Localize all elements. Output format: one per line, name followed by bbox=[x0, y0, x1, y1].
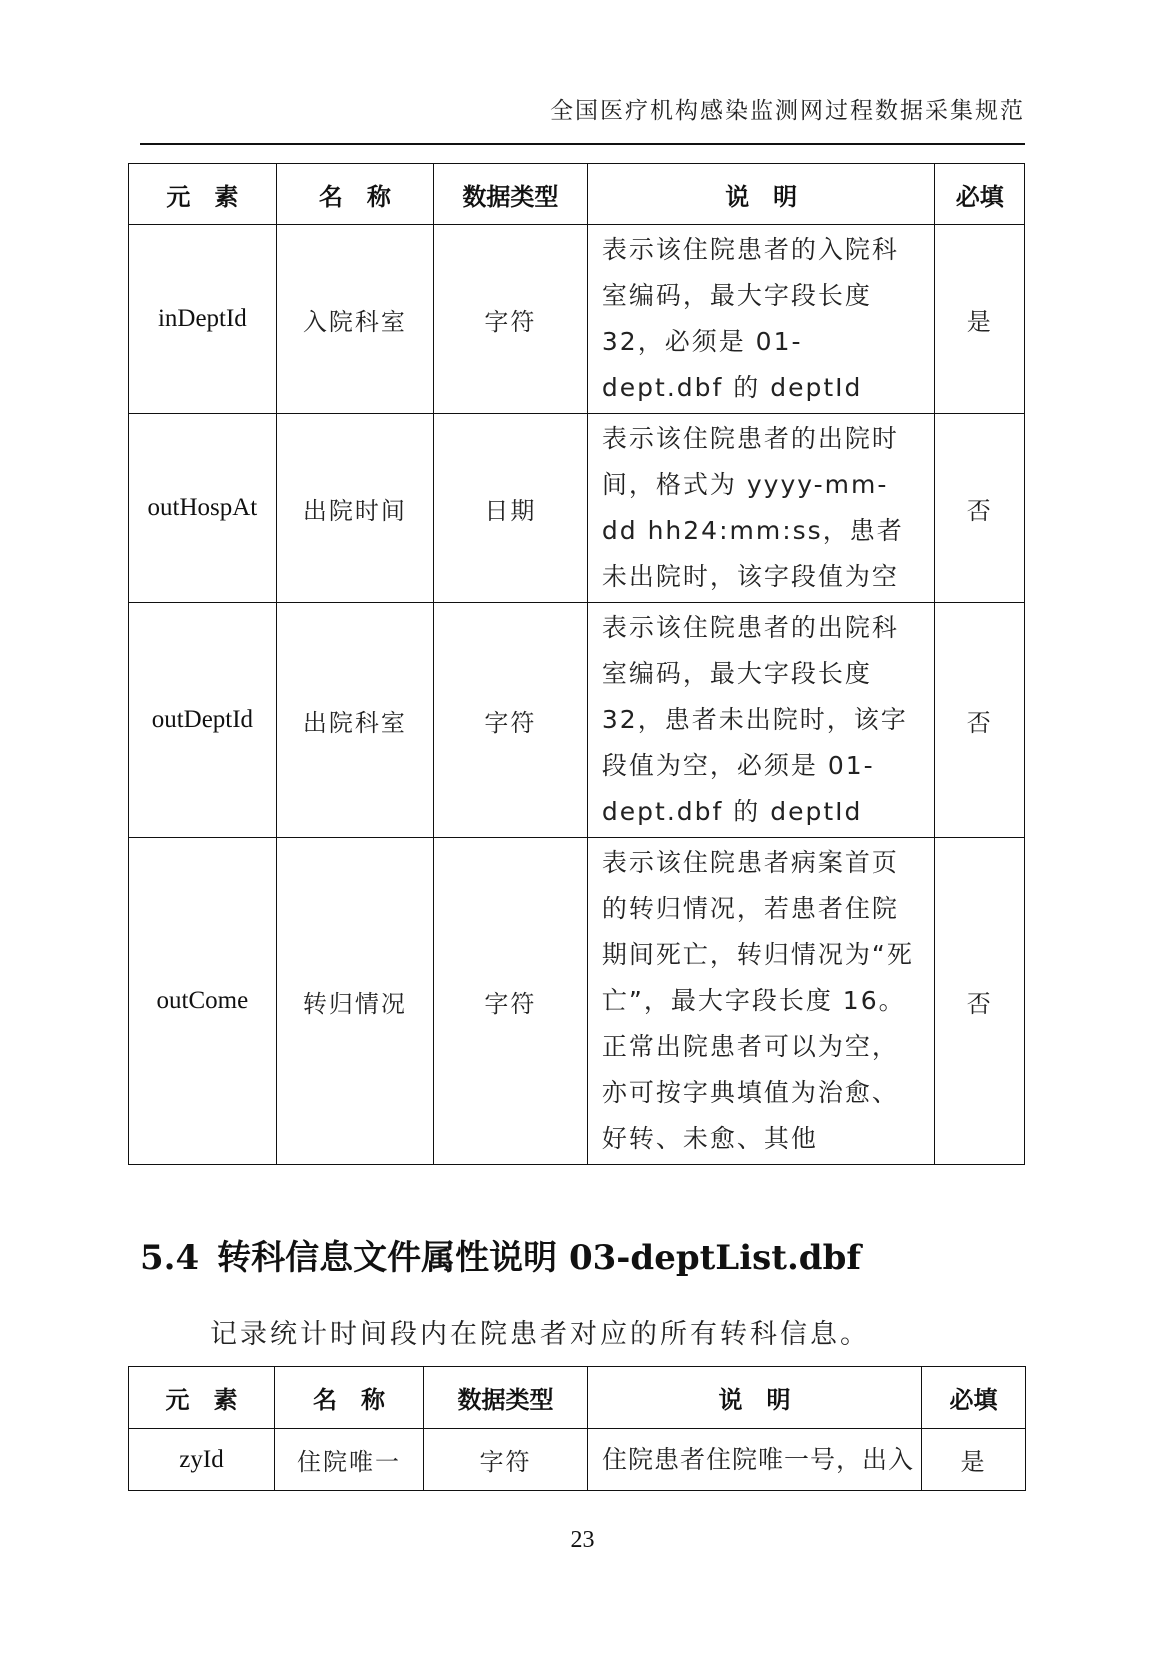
cell-element: outCome bbox=[129, 838, 277, 1165]
header-desc: 说 明 bbox=[587, 164, 935, 225]
cell-element: zyId bbox=[129, 1429, 275, 1491]
cell-element: inDeptId bbox=[129, 225, 277, 414]
header-element: 元 素 bbox=[129, 1367, 275, 1429]
cell-element: outHospAt bbox=[129, 414, 277, 603]
section-description: 记录统计时间段内在院患者对应的所有转科信息。 bbox=[210, 1319, 870, 1350]
header-required: 必填 bbox=[922, 1367, 1026, 1429]
cell-name: 住院唯一 bbox=[275, 1429, 424, 1491]
section-heading bbox=[140, 1230, 861, 1279]
table-row bbox=[129, 838, 1025, 1165]
cell-desc: 表示该住院患者的入院科室编码，最大字段长度32，必须是 01-dept.dbf 的 deptId bbox=[587, 225, 935, 414]
section-number: 5.4 bbox=[140, 1238, 200, 1278]
cell-required: 是 bbox=[922, 1429, 1026, 1491]
header-element: 元 素 bbox=[129, 164, 277, 225]
cell-required: 是 bbox=[935, 225, 1025, 414]
page-number: 23 bbox=[570, 1527, 595, 1553]
cell-desc: 表示该住院患者的出院时间，格式为 yyyy-mm-dd hh24:mm:ss，患者未出院时，该字段值为空 bbox=[587, 414, 935, 603]
header-name: 名 称 bbox=[276, 164, 433, 225]
table-header-row bbox=[129, 164, 1025, 225]
field-table-visit bbox=[128, 163, 1025, 1165]
table-row bbox=[129, 1429, 1026, 1491]
table-row bbox=[129, 225, 1025, 414]
cell-type: 字符 bbox=[433, 838, 587, 1165]
header-required: 必填 bbox=[935, 164, 1025, 225]
header-divider bbox=[140, 143, 1025, 145]
cell-name: 入院科室 bbox=[276, 225, 433, 414]
running-header-title: 全国医疗机构感染监测网过程数据采集规范 bbox=[550, 98, 1025, 124]
header-type: 数据类型 bbox=[424, 1367, 588, 1429]
field-table-transfer bbox=[128, 1366, 1026, 1491]
cell-desc: 住院患者住院唯一号，出入 bbox=[588, 1429, 922, 1491]
cell-name: 出院科室 bbox=[276, 603, 433, 838]
header-type: 数据类型 bbox=[433, 164, 587, 225]
cell-type: 字符 bbox=[433, 603, 587, 838]
cell-required: 否 bbox=[935, 414, 1025, 603]
section-title-text: 转科信息文件属性说明 03-deptList.dbf bbox=[217, 1238, 861, 1278]
header-name: 名 称 bbox=[275, 1367, 424, 1429]
header-desc: 说 明 bbox=[588, 1367, 922, 1429]
cell-type: 字符 bbox=[424, 1429, 588, 1491]
cell-type: 字符 bbox=[433, 225, 587, 414]
cell-desc: 表示该住院患者病案首页的转归情况，若患者住院期间死亡，转归情况为“死亡”，最大字段长度 16。正常出院患者可以为空，亦可按字典填值为治愈、好转、未愈、其他 bbox=[587, 838, 935, 1165]
table-header-row bbox=[129, 1367, 1026, 1429]
table-row bbox=[129, 603, 1025, 838]
cell-name: 出院时间 bbox=[276, 414, 433, 603]
cell-required: 否 bbox=[935, 603, 1025, 838]
table-row bbox=[129, 414, 1025, 603]
cell-type: 日期 bbox=[433, 414, 587, 603]
cell-desc: 表示该住院患者的出院科室编码，最大字段长度32，患者未出院时，该字段值为空，必须是 01-dept.dbf 的 deptId bbox=[587, 603, 935, 838]
cell-name: 转归情况 bbox=[276, 838, 433, 1165]
cell-element: outDeptId bbox=[129, 603, 277, 838]
cell-required: 否 bbox=[935, 838, 1025, 1165]
